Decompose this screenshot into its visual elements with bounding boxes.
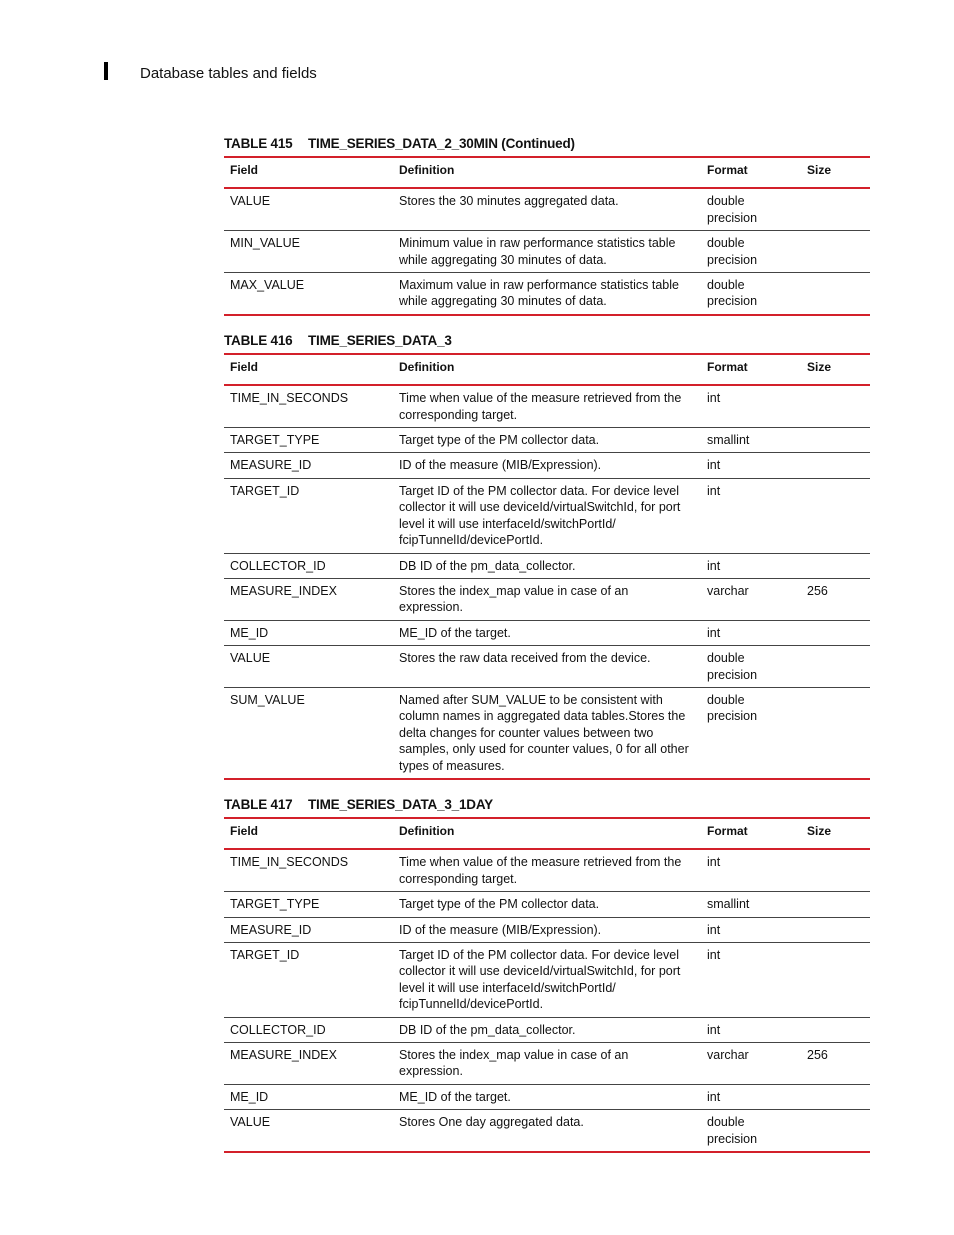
cell-format: int xyxy=(707,458,721,473)
cell-definition: Stores the index_map value in case of an expression. xyxy=(399,1048,629,1079)
table-header-row xyxy=(224,818,870,849)
cell-size xyxy=(801,849,870,891)
cell-definition: Stores the 30 minutes aggregated data. xyxy=(399,194,619,209)
cell-field: MIN_VALUE xyxy=(230,236,300,251)
table-row xyxy=(224,188,870,230)
cell-format: int xyxy=(707,1089,721,1104)
cell-format: double precision xyxy=(707,692,758,724)
cell-size xyxy=(801,943,870,1018)
cell-definition: ME_ID of the target. xyxy=(399,1089,511,1104)
table-row xyxy=(224,892,870,917)
cell-definition: DB ID of the pm_data_collector. xyxy=(399,558,576,573)
cell-size xyxy=(801,428,870,453)
cell-format: smallint xyxy=(707,897,750,912)
table-row xyxy=(224,1017,870,1042)
cell-field: TIME_IN_SECONDS xyxy=(230,391,349,406)
cell-format: int xyxy=(707,948,721,962)
cell-field: MEASURE_INDEX xyxy=(230,1048,337,1063)
data-table xyxy=(224,156,870,316)
cell-field: TARGET_ID xyxy=(230,483,300,498)
column-header-size: Size xyxy=(807,823,832,838)
cell-format: int xyxy=(707,558,721,573)
cell-definition: Stores One day aggregated data. xyxy=(399,1115,584,1130)
cell-format: double precision xyxy=(707,194,758,225)
table-caption xyxy=(224,795,870,817)
table-name: TIME_SERIES_DATA_2_30MIN (Continued) xyxy=(308,136,575,151)
page-margin-marker xyxy=(104,62,108,80)
table-name: TIME_SERIES_DATA_3 xyxy=(308,332,452,348)
cell-format: varchar xyxy=(707,1048,749,1063)
cell-field: TARGET_ID xyxy=(230,948,300,962)
cell-definition: Stores the raw data received from the device. xyxy=(399,651,651,666)
column-header-definition: Definition xyxy=(399,823,455,838)
cell-size xyxy=(801,385,870,427)
table-row xyxy=(224,646,870,688)
cell-field: MEASURE_INDEX xyxy=(230,583,337,598)
cell-size xyxy=(801,453,870,478)
table-number: TABLE 416 xyxy=(224,332,293,348)
cell-field: ME_ID xyxy=(230,1089,269,1104)
table-number: TABLE 417 xyxy=(224,796,293,812)
table-row xyxy=(224,273,870,315)
column-header-size: Size xyxy=(807,163,832,177)
cell-field: SUM_VALUE xyxy=(230,692,305,707)
cell-size xyxy=(801,646,870,688)
cell-format: double precision xyxy=(707,278,758,309)
table-name: TIME_SERIES_DATA_3_1DAY xyxy=(308,796,493,812)
cell-definition: Time when value of the measure retrieved from the corresponding target. xyxy=(399,855,682,886)
table-row xyxy=(224,553,870,578)
cell-field: TARGET_TYPE xyxy=(230,433,320,448)
cell-size xyxy=(801,231,870,273)
cell-field: TIME_IN_SECONDS xyxy=(230,855,349,870)
column-header-field: Field xyxy=(230,359,259,374)
table-row xyxy=(224,1084,870,1109)
column-header-format: Format xyxy=(707,823,748,838)
cell-definition: Target type of the PM collector data. xyxy=(399,897,600,912)
table-row xyxy=(224,385,870,427)
column-header-field: Field xyxy=(230,163,259,177)
cell-size xyxy=(801,1017,870,1042)
cell-definition: Target ID of the PM collector data. For device level collector it will use deviceId/virtualSwitchId, for port level it will use interfaceId/switchPortId/ fcipTunnelId/devicePortId. xyxy=(399,948,681,1012)
cell-format: varchar xyxy=(707,583,749,598)
column-header-definition: Definition xyxy=(399,359,455,374)
cell-definition: ID of the measure (MIB/Expression). xyxy=(399,922,602,937)
cell-size xyxy=(801,188,870,230)
cell-size: 256 xyxy=(807,583,828,598)
cell-format: double precision xyxy=(707,1115,758,1146)
cell-format: int xyxy=(707,1022,721,1037)
cell-format: int xyxy=(707,483,721,498)
cell-size xyxy=(801,917,870,942)
table-row xyxy=(224,453,870,478)
cell-definition: Target ID of the PM collector data. For device level collector it will use deviceId/virtualSwitchId, for port level it will use interfaceId/switchPortId/ fcipTunnelId/devicePortId. xyxy=(399,483,681,548)
table-row xyxy=(224,849,870,891)
cell-definition: Time when value of the measure retrieved from the corresponding target. xyxy=(399,391,682,422)
cell-field: VALUE xyxy=(230,1115,271,1130)
cell-size xyxy=(801,273,870,315)
running-header: Database tables and fields xyxy=(140,65,317,82)
cell-format: int xyxy=(707,391,721,406)
cell-format: smallint xyxy=(707,433,750,448)
cell-format: double precision xyxy=(707,236,758,267)
table-header-row xyxy=(224,354,870,385)
cell-field: MAX_VALUE xyxy=(230,278,305,293)
cell-definition: Maximum value in raw performance statistics table while aggregating 30 minutes of data. xyxy=(399,278,679,309)
cell-field: COLLECTOR_ID xyxy=(230,1022,326,1037)
cell-field: ME_ID xyxy=(230,625,269,640)
column-header-size: Size xyxy=(807,359,832,374)
column-header-field: Field xyxy=(230,823,259,838)
cell-size xyxy=(801,892,870,917)
cell-definition: Named after SUM_VALUE to be consistent with column names in aggregated data tables.Stores the delta changes for counter values between two samples, only used for counter values, 0 for all other types of measures. xyxy=(399,692,689,773)
table-row xyxy=(224,478,870,553)
cell-format: int xyxy=(707,922,721,937)
cell-field: COLLECTOR_ID xyxy=(230,558,326,573)
cell-format: int xyxy=(707,855,721,870)
cell-format: int xyxy=(707,625,721,640)
cell-size xyxy=(801,478,870,553)
page-content xyxy=(224,134,870,1168)
cell-format: double precision xyxy=(707,651,758,682)
cell-size xyxy=(801,620,870,645)
table-row xyxy=(224,428,870,453)
table-row xyxy=(224,917,870,942)
data-table xyxy=(224,817,870,1153)
cell-definition: ME_ID of the target. xyxy=(399,625,511,640)
table-header-row xyxy=(224,157,870,188)
table-row xyxy=(224,578,870,620)
data-table xyxy=(224,353,870,780)
table-row xyxy=(224,1043,870,1085)
cell-field: VALUE xyxy=(230,651,271,666)
cell-size xyxy=(801,1084,870,1109)
table-number: TABLE 415 xyxy=(224,136,293,151)
table-row xyxy=(224,231,870,273)
cell-definition: Target type of the PM collector data. xyxy=(399,433,600,448)
cell-size xyxy=(801,687,870,779)
table-caption xyxy=(224,331,870,353)
cell-definition: DB ID of the pm_data_collector. xyxy=(399,1022,576,1037)
column-header-format: Format xyxy=(707,359,748,374)
cell-size xyxy=(801,553,870,578)
cell-field: MEASURE_ID xyxy=(230,458,312,473)
cell-size: 256 xyxy=(807,1048,828,1063)
column-header-definition: Definition xyxy=(399,163,455,177)
cell-definition: ID of the measure (MIB/Expression). xyxy=(399,458,602,473)
cell-field: MEASURE_ID xyxy=(230,922,312,937)
column-header-format: Format xyxy=(707,163,748,177)
cell-field: VALUE xyxy=(230,194,271,209)
table-caption xyxy=(224,134,870,156)
table-row xyxy=(224,687,870,779)
cell-definition: Minimum value in raw performance statistics table while aggregating 30 minutes of data. xyxy=(399,236,676,267)
cell-field: TARGET_TYPE xyxy=(230,897,320,912)
cell-definition: Stores the index_map value in case of an expression. xyxy=(399,583,629,615)
table-row xyxy=(224,620,870,645)
table-row xyxy=(224,943,870,1018)
table-row xyxy=(224,1110,870,1152)
cell-size xyxy=(801,1110,870,1152)
